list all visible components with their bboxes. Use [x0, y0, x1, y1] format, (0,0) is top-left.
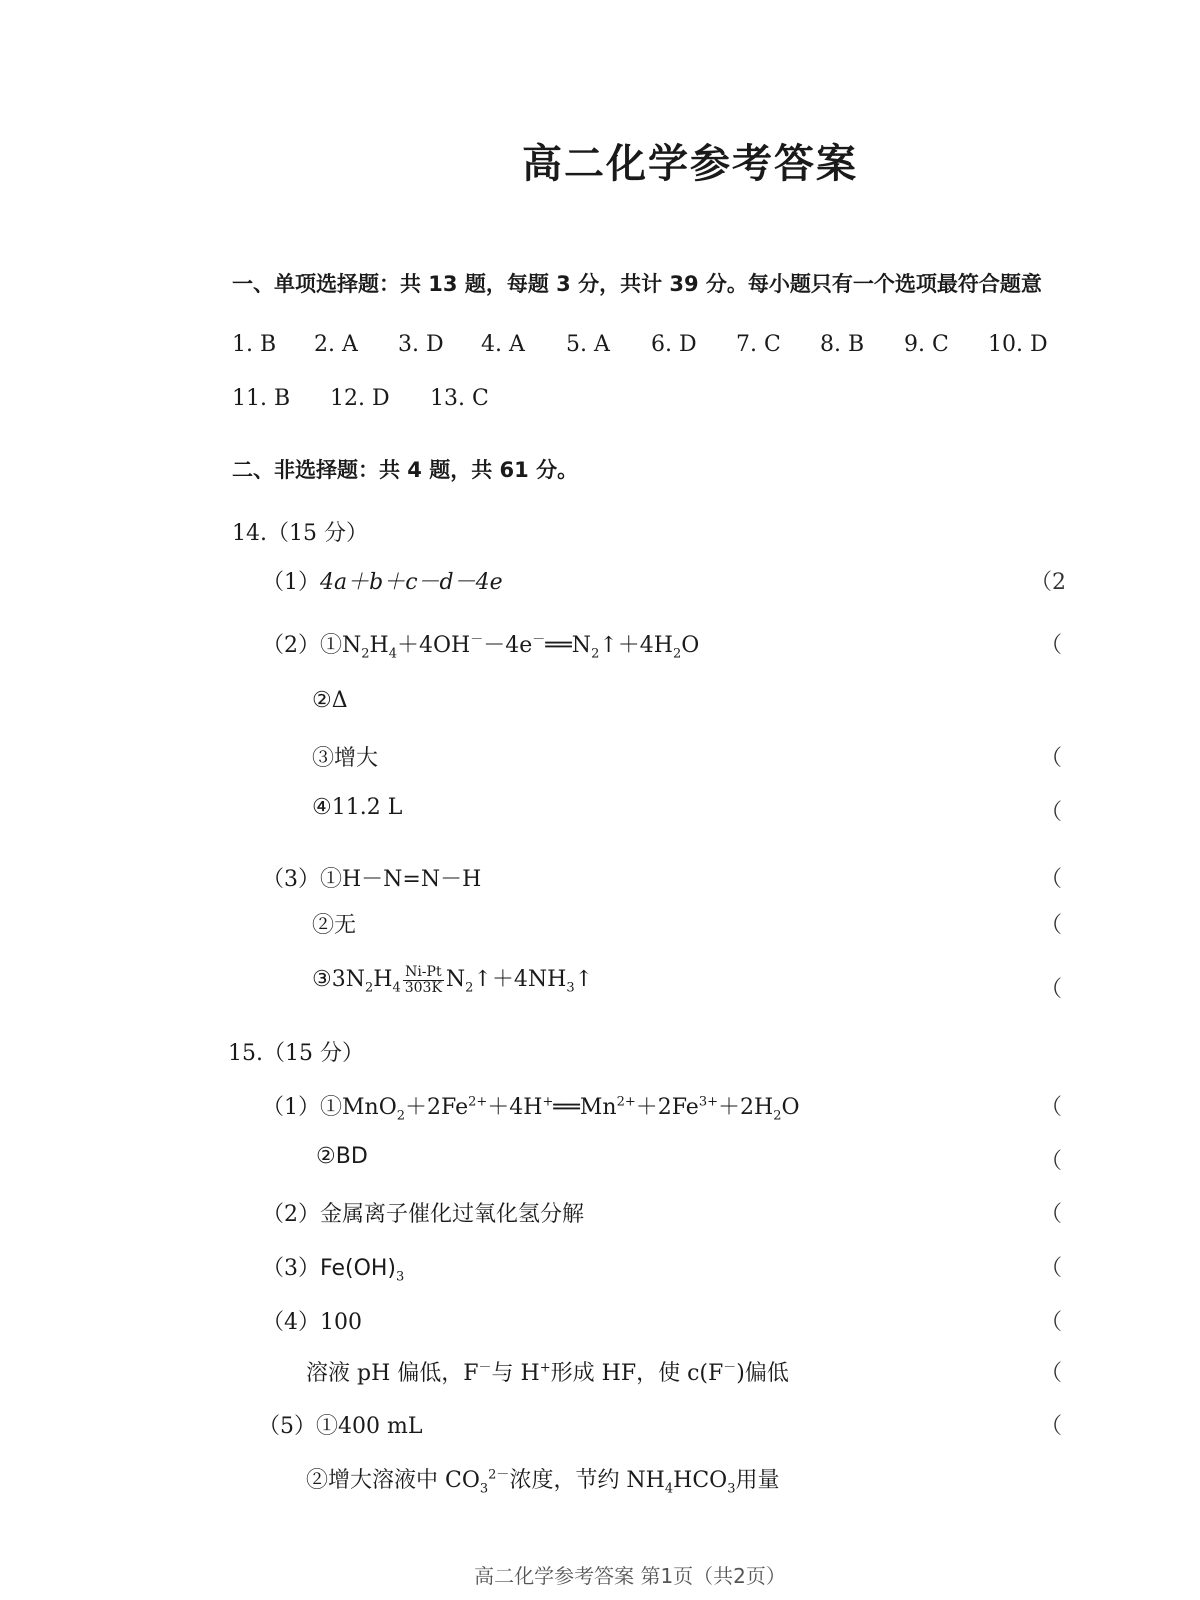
answer-2: 2. A: [314, 332, 358, 357]
page-title: 高二化学参考答案: [522, 141, 858, 187]
score-mark: （: [1040, 1414, 1063, 1439]
q14-header: 14.（15 分）: [232, 521, 368, 546]
q15-p4-explanation: 溶液 pH 偏低，F－与 H+形成 HF，使 c(F－)偏低: [306, 1360, 789, 1386]
answer-3: 3. D: [398, 332, 444, 357]
score-mark: （: [1040, 867, 1063, 892]
q14-p2-1: $(2)①N_2H_4+4OH^--4e^-══N_2↑+4H_2O$: [262, 632, 700, 662]
answer-5: 5. A: [566, 332, 610, 357]
section1-heading: 一、单项选择题：共 13 题，每题 3 分，共计 39 分。每小题只有一个选项最符合题意: [232, 272, 1042, 296]
score-mark: （: [1040, 746, 1063, 771]
answer-7: 7. C: [736, 332, 781, 357]
answer-6: 6. D: [651, 332, 697, 357]
q14-p2-3: ③增大: [312, 746, 379, 771]
page-footer: 高二化学参考答案 第1页（共2页）: [474, 1564, 786, 1588]
q14-p1-label: （1）: [262, 570, 320, 595]
q14-p3-3: $③3N_2H_4$ $\frac{Ni-Pt}{303K}$ $N_2↑+4NH_3↑$: [312, 963, 594, 996]
score-mark: （: [1040, 977, 1063, 1002]
score-mark: （: [1040, 1361, 1063, 1386]
q14-p2-4: ④11.2 L: [312, 795, 403, 820]
q15-p1-2: ②BD: [316, 1144, 368, 1169]
answer-4: 4. A: [481, 332, 525, 357]
answer-8: 8. B: [820, 332, 865, 357]
q14-p1-text: 4a＋b＋c－d－4e: [320, 570, 503, 595]
q15-p2: （2）金属离子催化过氧化氢分解: [262, 1202, 585, 1227]
answer-12: 12. D: [330, 386, 390, 411]
q15-p1-1: $(1)①MnO_2+2Fe^{2+}+4H^+══Mn^{2+}+2Fe^{3+}+2H_2O$: [262, 1094, 800, 1124]
section2-heading: 二、非选择题：共 4 题，共 61 分。: [232, 458, 579, 482]
q15-header: 15.（15 分）: [228, 1041, 364, 1066]
q15-p5-2: ②增大溶液中 $CO_3^{2-}$浓度，节约 $NH_4HCO_3$用量: [306, 1467, 780, 1497]
score-mark: （: [1040, 800, 1063, 825]
score-mark: （: [1040, 1256, 1063, 1281]
answer-9: 9. C: [904, 332, 949, 357]
q15-p5-1: （5）①400 mL: [258, 1414, 423, 1439]
score-mark: （: [1040, 1149, 1063, 1174]
score-mark: （: [1040, 633, 1063, 658]
score-mark: （2: [1030, 570, 1066, 595]
answer-11: 11. B: [232, 386, 291, 411]
answer-1: 1. B: [232, 332, 277, 357]
q15-p4: （4）100: [262, 1310, 362, 1335]
q14-p3-1: （3）①H－N=N－H: [262, 867, 482, 892]
score-mark: （: [1040, 1202, 1063, 1227]
q15-p3: $(3)Fe(OH)_3$: [262, 1256, 405, 1285]
score-mark: （: [1040, 913, 1063, 938]
q14-p2-2: ②Δ: [312, 688, 348, 713]
answer-10: 10. D: [988, 332, 1048, 357]
answer-13: 13. C: [430, 386, 489, 411]
q14-p3-2: ②无: [312, 913, 357, 938]
reaction-condition: $\frac{Ni-Pt}{303K}$: [404, 963, 442, 996]
q14-p1: [262, 565, 503, 596]
score-mark: （: [1040, 1310, 1063, 1335]
score-mark: （: [1040, 1095, 1063, 1120]
